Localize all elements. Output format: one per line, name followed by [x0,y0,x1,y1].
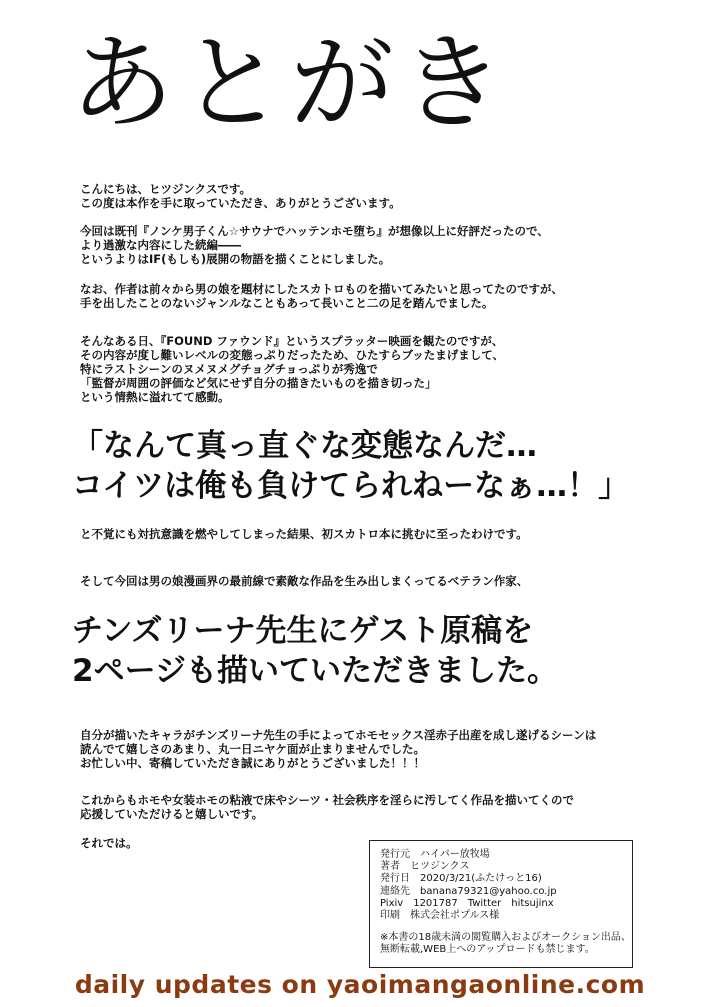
thanks-paragraph [80,728,596,770]
text-line: こんにちは、ヒツジンクスです。 [80,182,251,196]
watermark-text: daily updates on yaoimangaonline.com [74,970,646,999]
colophon-line: 著者 ヒツジンクス [380,861,470,873]
announcement-line: チンズリーナ先生にゲスト原稿を [72,613,534,649]
announcement-line: 2ページも描いていただきました。 [72,653,558,689]
text-line: 自分が描いたキャラがチンズリーナ先生の手によってホモセックス淫赤子出産を成し遂げるシーンは [80,728,597,742]
text-line: と不覚にも対抗意識を燃やしてしまった結果、初スカトロ本に挑むに至ったわけです。 [80,527,528,541]
text-line: これからもホモや女装ホモの粘液で床やシーツ・社会秩序を淫らに汚してく作品を描いてくので [80,793,575,807]
notice-line: ※本書の18歳未満の閲覧購入およびオークション出品、 [380,932,631,944]
text-line: そして今回は男の娘漫画界の最前線で素敵な作品を生み出しまくってるベテラン作家、 [80,574,529,588]
notice-line: 無断転載,WEB上へのアップロードも禁じます。 [380,944,595,956]
quote-block [72,426,629,506]
colophon-line: Pixiv 1201787 Twitter hitsujinx [380,897,554,909]
signoff-text [80,836,138,850]
colophon-line: 発行日 2020/3/21(ふたけっと16) [380,873,542,885]
after-quote-text [80,527,528,541]
motivation-paragraph [80,282,563,310]
text-line: 特にラストシーンのヌメヌメグチョグチョっぷりが秀逸で [80,362,378,376]
movie-paragraph [80,334,504,404]
closing-paragraph [80,793,574,821]
text-line: 読んでて嬉しさのあまり、丸一日ニヤケ面が止まりませんでした。 [80,742,425,756]
quote-line: コイツは俺も負けてられねーなぁ…！」 [72,468,630,504]
text-line: 今回は既刊『ノンケ男子くん☆サウナでハッテンホモ堕ち』が想像以上に好評だったので、 [80,224,549,238]
guest-announcement [72,611,558,691]
text-line: なお、作者は前々から男の娘を題材にしたスカトロものを描いてみたいと思ってたのですが、 [80,282,563,296]
text-line: より過激な内容にした続編―― [80,238,241,252]
greeting-paragraph [80,182,401,210]
text-line: 応援していただけると嬉しいです。 [80,807,264,821]
colophon-line: 連絡先 banana79321@yahoo.co.jp [380,885,557,897]
colophon-line: 印刷 株式会社ポプルス様 [380,910,500,922]
text-line: という情熱に溢れてて感動。 [80,390,230,404]
colophon-line: 発行元 ハイパー放牧場 [380,849,490,860]
colophon-box [369,840,633,968]
text-line: この度は本作を手に取っていただき、ありがとうございます。 [80,196,401,210]
text-line: お忙しい中、寄稿していただき誠にありがとうございました！！！ [80,756,425,770]
text-line: それでは。 [80,836,138,850]
text-line: そんなある日、『FOUND ファウンド』というスプラッター映画を観たのですが、 [80,334,504,348]
guest-intro-text [80,574,528,588]
page-title: あとがき [70,22,511,144]
text-line: 「監督が周囲の評価など気にせず自分の描きたいものを描き切った」 [80,376,437,390]
quote-line: 「なんて真っ直ぐな変態なんだ… [72,428,537,464]
text-line: その内容が度し難いレベルの変態っぷりだったため、ひたすらブッたまげまして、 [80,348,505,362]
text-line: というよりはIF(もしも)展開の物語を描くことにしました。 [80,252,391,266]
background-paragraph [80,224,549,266]
text-line: 手を出したことのないジャンルなこともあって長いこと二の足を踏んでました。 [80,296,494,310]
